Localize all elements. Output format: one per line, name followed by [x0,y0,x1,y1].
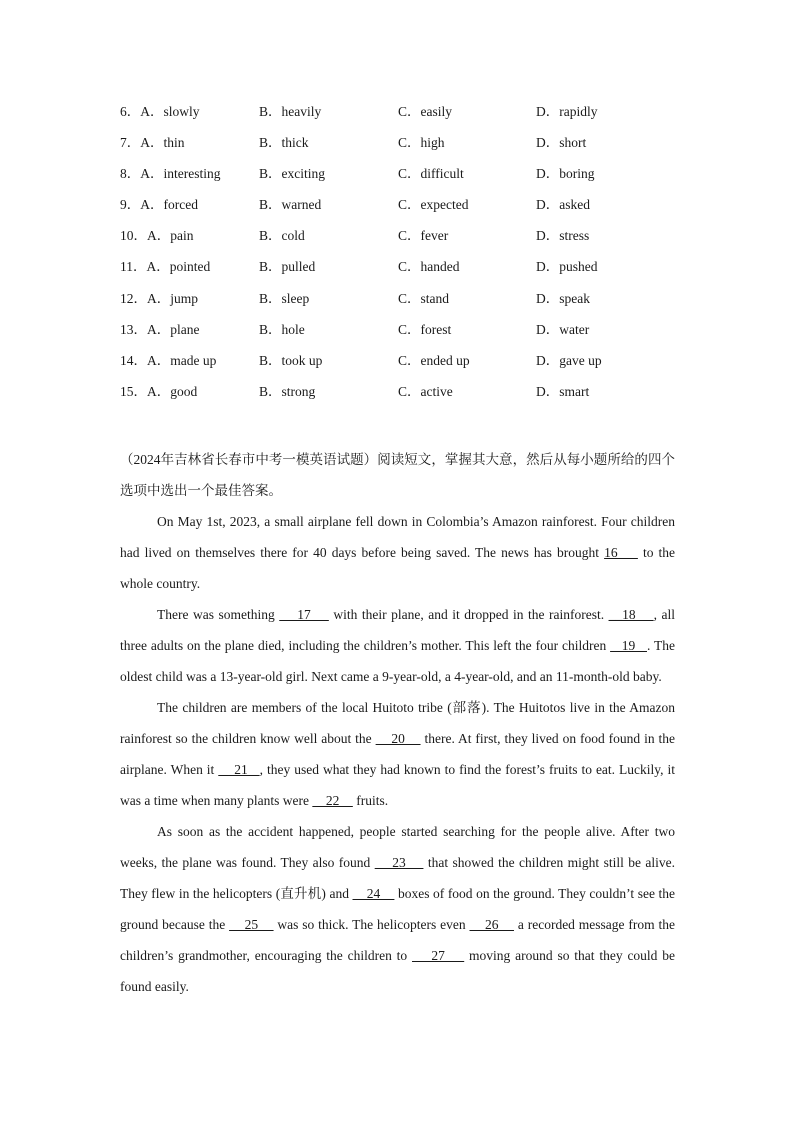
option-a [120,133,185,153]
option-a-text: made up [170,352,217,368]
option-b: B．pulled [259,259,316,275]
option-d: D．asked [536,197,590,213]
paragraph-3 [120,692,675,816]
option-d: D．rapidly [536,104,598,119]
blank-20: 20 [375,731,421,746]
reading-passage [120,444,675,1002]
option-c: C．forest [398,321,452,337]
text: , they used what they had known to find the forest’s fruits to eat. Luckily, it was a time when many plants were [120,762,675,808]
question-number: 14．A． [120,352,171,368]
option-d: D．gave up [536,352,602,368]
option-a-text: interesting [163,166,221,182]
option-a-text: forced [163,197,198,213]
option-row-14 [120,351,680,382]
question-number: 6．A． [120,104,164,119]
blank-21: 21 [218,762,260,777]
text: As soon as the accident happened, people started searching for the people alive. After two weeks, the plane was found. They also found [120,824,675,870]
option-row-9 [120,195,680,226]
option-b: B．warned [259,197,322,213]
option-row-13 [120,320,680,351]
option-a-text: plane [170,321,200,337]
paragraph-2 [120,599,675,692]
option-a [120,102,200,122]
option-c: C．handed [398,259,460,275]
option-d: D．pushed [536,259,598,275]
option-d: D．smart [536,383,590,399]
option-a [120,320,200,340]
text: to the whole country. [120,545,676,591]
blank-17: 17 [279,607,329,622]
text: there. At first, they lived on food found in the airplane. When it [120,731,676,777]
option-c: C．active [398,383,453,399]
option-a [120,226,194,246]
text: fruits. [352,793,389,808]
passage-instructions: （2024年吉林省长春市中考一模英语试题）阅读短文，掌握其大意，然后从每小题所给的四个选项中选出一个最佳答案。 [120,452,675,498]
option-c: C．difficult [398,166,464,182]
option-b: B．hole [259,321,305,337]
option-d: D．water [536,321,590,337]
question-number: 13．A． [120,321,171,337]
text: that showed the children might still be alive. They flew in the helicopters (直升机) and [120,855,676,901]
text: moving around so that they could be found easily. [120,948,676,994]
option-a [120,382,197,402]
option-a-text: jump [170,290,199,306]
blank-26: 26 [469,917,514,932]
question-number: 7．A． [120,135,164,151]
option-b: B．cold [259,228,305,244]
option-row-11 [120,257,680,288]
blank-16: 16 [604,545,638,560]
blank-25: 25 [229,917,274,932]
option-a-text: slowly [163,104,200,119]
option-b: B．strong [259,383,316,399]
option-row-8 [120,164,680,195]
option-a-text: pointed [169,259,211,275]
blank-18: __18 [608,607,654,622]
option-a [120,257,210,277]
option-a [120,195,198,215]
text: . The oldest child was a 13-year-old girl. Next came a 9-year-old, a 4-year-old, and an 11-month-old baby. [120,638,676,684]
option-a [120,164,221,184]
option-b: B．took up [259,352,323,368]
option-c: C．stand [398,290,450,306]
text: was so thick. The helicopters even [273,917,470,932]
option-row-10 [120,226,680,257]
option-b: B．sleep [259,290,310,306]
option-c: C．expected [398,197,469,213]
text: On May 1st, 2023, a small airplane fell down in Colombia’s Amazon rainforest. Four children had lived on themselves there for 40 days before being saved. The news has brought [120,514,675,560]
option-d: D．boring [536,166,595,182]
option-a-text: thin [163,135,185,151]
option-a-text: good [170,383,198,399]
blank-22: 22 [312,793,353,808]
options-list [120,102,680,413]
blank-27: 27 [412,948,465,963]
text: , all three adults on the plane died, including the children’s mother. This left the four children [120,607,676,653]
blank-23: 23 [374,855,424,870]
question-number: 9．A． [120,197,164,213]
question-number: 12．A． [120,290,171,306]
option-c: C．ended up [398,352,470,368]
option-row-15 [120,382,680,413]
option-row-12 [120,289,680,320]
option-d: D．speak [536,290,590,306]
option-a-text: pain [170,228,194,244]
option-b: B．heavily [259,104,322,119]
question-number: 8．A． [120,166,164,182]
text: boxes of food on the ground. They couldn’t see the ground because the [120,886,676,932]
question-number: 10．A． [120,228,171,244]
option-row-7 [120,133,680,164]
paragraph-4 [120,816,675,1002]
paragraph-1 [120,506,675,599]
blank-24: 24 [352,886,395,901]
text: There was something [157,607,280,622]
question-number: 11．A． [120,259,170,275]
option-c: C．high [398,135,445,151]
text: with their plane, and it dropped in the rainforest. [328,607,609,622]
option-d: D．stress [536,228,590,244]
text: The children are members of the local Huitoto tribe (部落). The Huitotos live in the Amazon rainforest so the children know well about the [120,700,675,746]
option-row-6 [120,102,680,133]
option-b: B．exciting [259,166,325,182]
option-d: D．short [536,135,587,151]
option-a [120,289,198,309]
option-c: C．easily [398,104,452,119]
text: a recorded message from the children’s grandmother, encouraging the children to [120,917,676,963]
option-b: B．thick [259,135,309,151]
blank-19: 19 [610,638,647,653]
option-a [120,351,216,371]
question-number: 15．A． [120,383,171,399]
option-c: C．fever [398,228,449,244]
